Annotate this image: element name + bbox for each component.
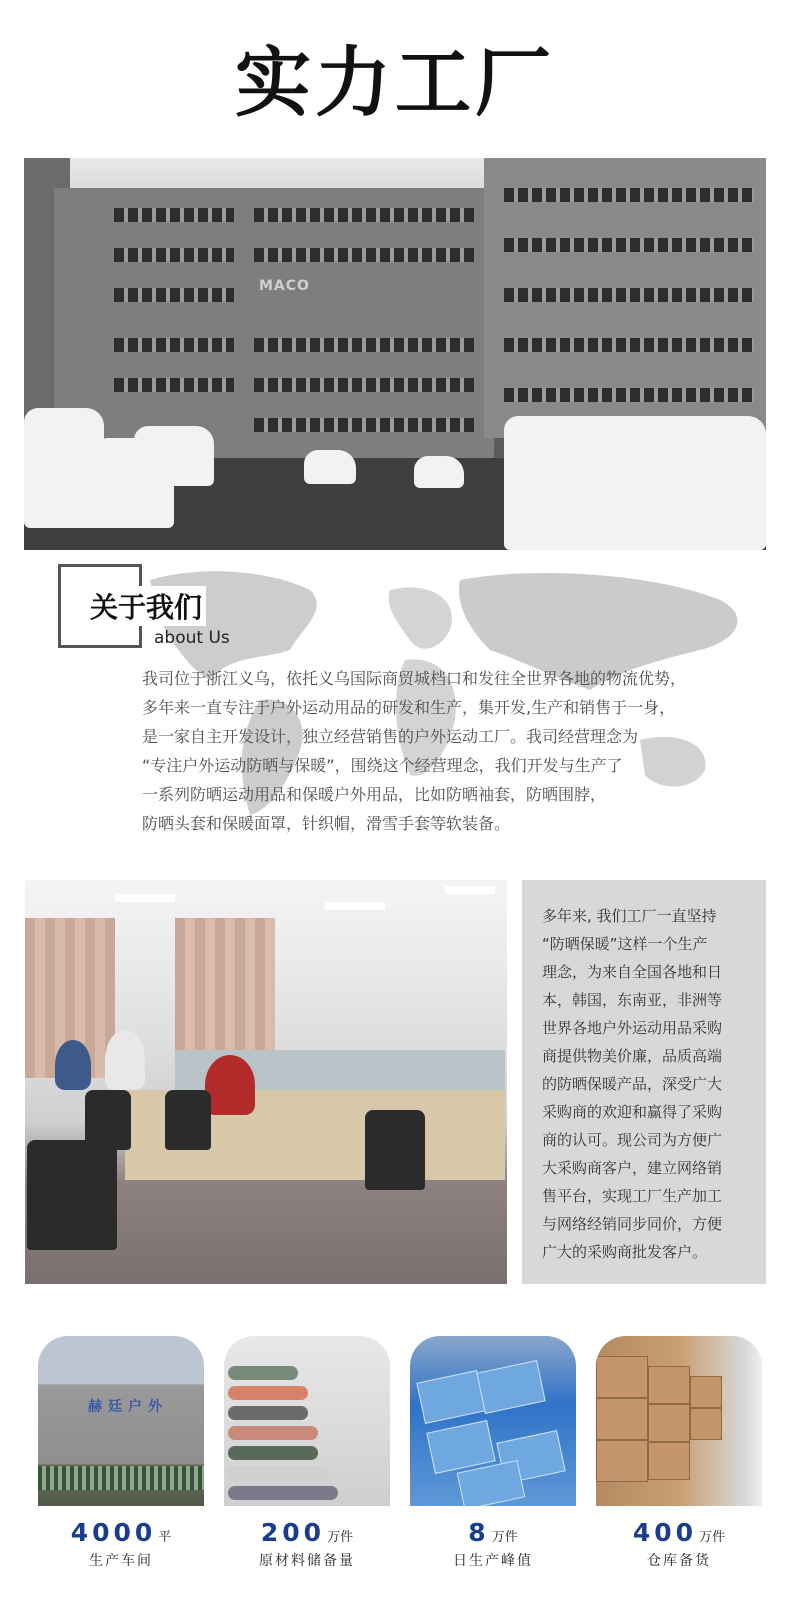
stat-unit: 平 — [158, 1530, 172, 1545]
philosophy-line: “防晒保暖”这样一个生产 — [542, 935, 708, 953]
factory-philosophy-panel — [522, 880, 766, 1284]
car — [24, 408, 104, 528]
about-subtitle: about Us — [154, 628, 230, 648]
building-sign: MACO — [259, 278, 310, 294]
factory-building-photo — [24, 158, 766, 550]
workshop-sign: 赫廷户外 — [88, 1399, 168, 1415]
about-line: “专注户外运动防晒与保暖”，围绕这个经营理念，我们开发与生产了 — [142, 756, 623, 775]
stat-unit: 万件 — [327, 1530, 354, 1545]
about-paragraph — [142, 664, 762, 838]
stat-label: 日生产峰值 — [453, 1553, 533, 1569]
about-title: 关于我们 — [90, 586, 206, 626]
suv — [504, 416, 766, 550]
stat-unit: 万件 — [491, 1530, 518, 1545]
philosophy-line: 本，韩国，东南亚，非洲等 — [542, 991, 723, 1009]
philosophy-line: 的防晒保暖产品，深受广大 — [542, 1075, 723, 1093]
philosophy-line: 世界各地户外运动用品采购 — [542, 1019, 723, 1037]
packaged-products-photo — [410, 1336, 576, 1506]
warehouse-photo — [596, 1336, 762, 1506]
stat-label: 生产车间 — [89, 1553, 153, 1569]
stat-daily-output — [410, 1336, 576, 1569]
philosophy-text — [542, 902, 752, 1266]
car — [414, 456, 464, 488]
stat-unit: 万件 — [699, 1530, 726, 1545]
about-line: 我司位于浙江义乌，依托义乌国际商贸城档口和发往全世界各地的物流优势， — [142, 669, 687, 688]
philosophy-line: 理念，为来自全国各地和日 — [542, 963, 723, 981]
philosophy-line: 商的认可。现公司为方便广 — [542, 1131, 723, 1149]
about-line: 防晒头套和保暖面罩，针织帽，滑雪手套等软装备。 — [142, 814, 511, 833]
building-main — [54, 188, 494, 458]
philosophy-line: 与网络经销同步同价，方便 — [542, 1215, 723, 1233]
stat-materials — [224, 1336, 390, 1569]
about-line: 是一家自主开发设计，独立经营销售的户外运动工厂。我司经营理念为 — [142, 727, 639, 746]
philosophy-line: 广大的采购商批发客户。 — [542, 1243, 708, 1261]
stat-warehouse — [596, 1336, 762, 1569]
car — [304, 450, 356, 484]
stat-workshop — [38, 1336, 204, 1569]
office-photo — [25, 880, 507, 1284]
philosophy-line: 大采购商客户，建立网络销 — [542, 1159, 723, 1177]
philosophy-line: 多年来, 我们工厂一直坚持 — [542, 907, 717, 925]
stat-number: 8 — [468, 1518, 490, 1547]
workshop-photo — [38, 1336, 204, 1506]
stat-number: 4000 — [70, 1518, 157, 1547]
philosophy-line: 商提供物美价廉，品质高端 — [542, 1047, 723, 1065]
stat-label: 原材料储备量 — [259, 1553, 355, 1569]
van — [134, 426, 214, 486]
philosophy-line: 采购商的欢迎和赢得了采购 — [542, 1103, 723, 1121]
stat-label: 仓库备货 — [647, 1553, 711, 1569]
philosophy-line: 售平台，实现工厂生产加工 — [542, 1187, 723, 1205]
about-line: 多年来一直专注于户外运动用品的研发和生产，集开发,生产和销售于一身， — [142, 698, 676, 717]
stat-number: 400 — [632, 1518, 698, 1547]
page-title: 实力工厂 — [235, 38, 555, 127]
about-line: 一系列防晒运动用品和保暖户外用品，比如防晒袖套，防晒围脖， — [142, 785, 607, 804]
building-right-wing — [484, 158, 766, 438]
fabric-rolls-photo — [224, 1336, 390, 1506]
stat-number: 200 — [260, 1518, 326, 1547]
